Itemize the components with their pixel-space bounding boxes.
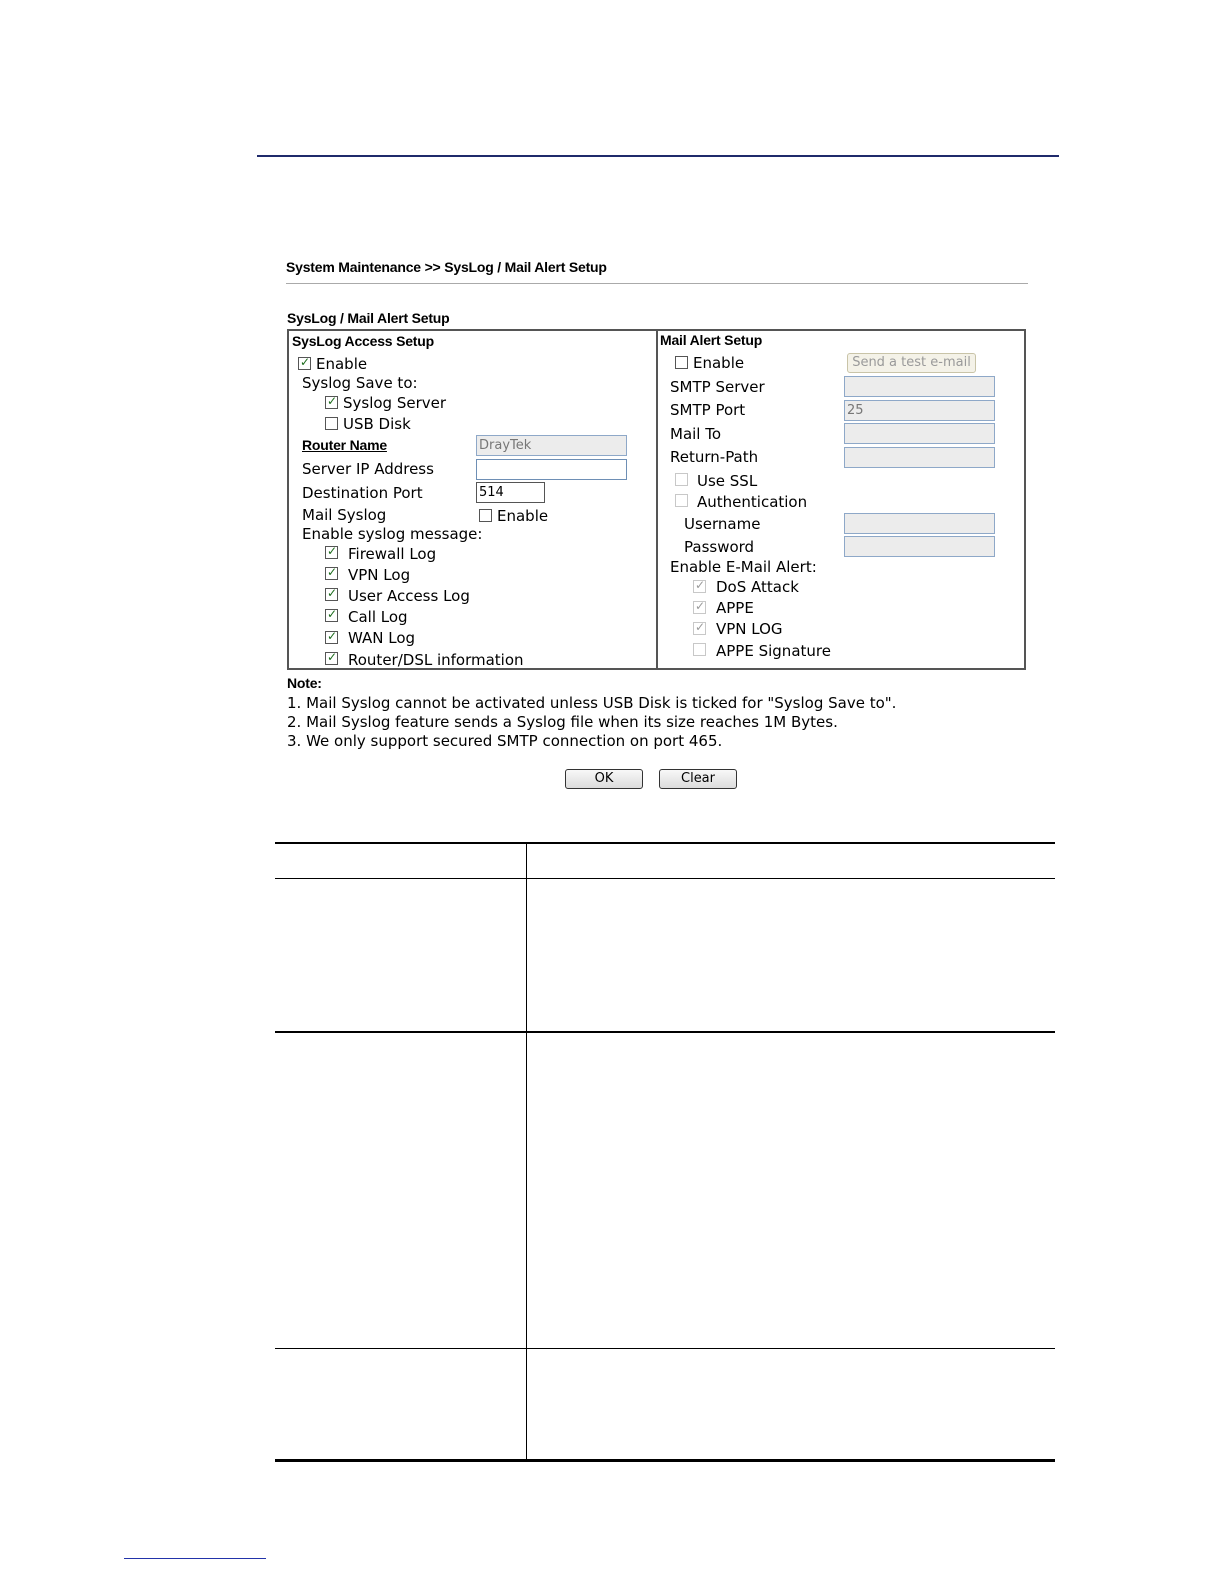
authentication-label: Authentication (697, 493, 808, 511)
smtp-port-input[interactable]: 25 (844, 400, 995, 421)
server-ip-label: Server IP Address (302, 460, 434, 478)
syslog-enable-label: Enable (316, 355, 368, 373)
table-bottom-rule (275, 1459, 1055, 1462)
section-title: SysLog / Mail Alert Setup (287, 310, 450, 326)
table-column-divider (526, 842, 527, 1461)
username-label: Username (684, 515, 761, 533)
note-line-3: 3. We only support secured SMTP connection on port 465. (287, 732, 723, 750)
mail-syslog-label: Mail Syslog (302, 506, 387, 524)
breadcrumb-divider (286, 283, 1028, 284)
syslog-server-checkbox[interactable] (325, 396, 338, 409)
appe-label: APPE (716, 599, 754, 617)
destination-port-input[interactable]: 514 (476, 482, 545, 503)
password-label: Password (684, 538, 755, 556)
smtp-port-label: SMTP Port (670, 401, 746, 419)
vpn-log-label: VPN Log (348, 566, 411, 584)
clear-button[interactable]: Clear (659, 769, 737, 789)
use-ssl-checkbox[interactable] (675, 473, 688, 486)
panel-divider (656, 329, 658, 670)
authentication-checkbox[interactable] (675, 494, 688, 507)
syslog-server-label: Syslog Server (343, 394, 447, 412)
table-header-rule (275, 878, 1055, 879)
wan-log-checkbox[interactable] (325, 631, 338, 644)
password-input[interactable] (844, 536, 995, 557)
smtp-server-label: SMTP Server (670, 378, 765, 396)
mail-alert-heading: Mail Alert Setup (660, 332, 763, 348)
appe-checkbox[interactable] (693, 601, 706, 614)
vpn-log-alert-checkbox[interactable] (693, 622, 706, 635)
user-access-log-label: User Access Log (348, 587, 470, 605)
usb-disk-label: USB Disk (343, 415, 411, 433)
header-rule (257, 155, 1059, 157)
footer-rule (124, 1558, 266, 1559)
router-dsl-info-label: Router/DSL information (348, 651, 524, 669)
dos-attack-checkbox[interactable] (693, 580, 706, 593)
send-test-email-button[interactable]: Send a test e-mail (847, 353, 976, 373)
table-row-rule-2 (275, 1348, 1055, 1349)
note-line-2: 2. Mail Syslog feature sends a Syslog file when its size reaches 1M Bytes. (287, 713, 838, 731)
mail-to-label: Mail To (670, 425, 722, 443)
ok-button[interactable]: OK (565, 769, 643, 789)
return-path-label: Return-Path (670, 448, 759, 466)
syslog-save-to-label: Syslog Save to: (302, 374, 418, 392)
note-title: Note: (287, 675, 322, 691)
appe-signature-checkbox[interactable] (693, 643, 706, 656)
mail-syslog-enable-label: Enable (497, 507, 549, 525)
mail-enable-checkbox[interactable] (675, 356, 688, 369)
destination-port-label: Destination Port (302, 484, 423, 502)
table-top-rule (275, 842, 1055, 844)
wan-log-label: WAN Log (348, 629, 416, 647)
return-path-input[interactable] (844, 447, 995, 468)
appe-signature-label: APPE Signature (716, 642, 831, 660)
server-ip-input[interactable] (476, 459, 627, 480)
firewall-log-label: Firewall Log (348, 545, 437, 563)
call-log-label: Call Log (348, 608, 408, 626)
usb-disk-checkbox[interactable] (325, 417, 338, 430)
user-access-log-checkbox[interactable] (325, 588, 338, 601)
mail-enable-label: Enable (693, 354, 745, 372)
syslog-heading: SysLog Access Setup (292, 333, 434, 349)
table-row-rule-1 (275, 1031, 1055, 1033)
syslog-enable-checkbox[interactable] (298, 357, 311, 370)
mail-syslog-checkbox[interactable] (479, 509, 492, 522)
router-dsl-info-checkbox[interactable] (325, 652, 338, 665)
dos-attack-label: DoS Attack (716, 578, 799, 596)
firewall-log-checkbox[interactable] (325, 546, 338, 559)
enable-email-alert-label: Enable E-Mail Alert: (670, 558, 817, 576)
vpn-log-alert-label: VPN LOG (716, 620, 783, 638)
username-input[interactable] (844, 513, 995, 534)
mail-to-input[interactable] (844, 423, 995, 444)
vpn-log-checkbox[interactable] (325, 567, 338, 580)
enable-syslog-message-label: Enable syslog message: (302, 525, 483, 543)
smtp-server-input[interactable] (844, 376, 995, 397)
use-ssl-label: Use SSL (697, 472, 758, 490)
note-line-1: 1. Mail Syslog cannot be activated unless USB Disk is ticked for "Syslog Save to". (287, 694, 897, 712)
router-name-input[interactable]: DrayTek (476, 435, 627, 456)
breadcrumb: System Maintenance >> SysLog / Mail Alert Setup (286, 259, 607, 275)
call-log-checkbox[interactable] (325, 609, 338, 622)
router-name-link[interactable]: Router Name (302, 437, 387, 453)
